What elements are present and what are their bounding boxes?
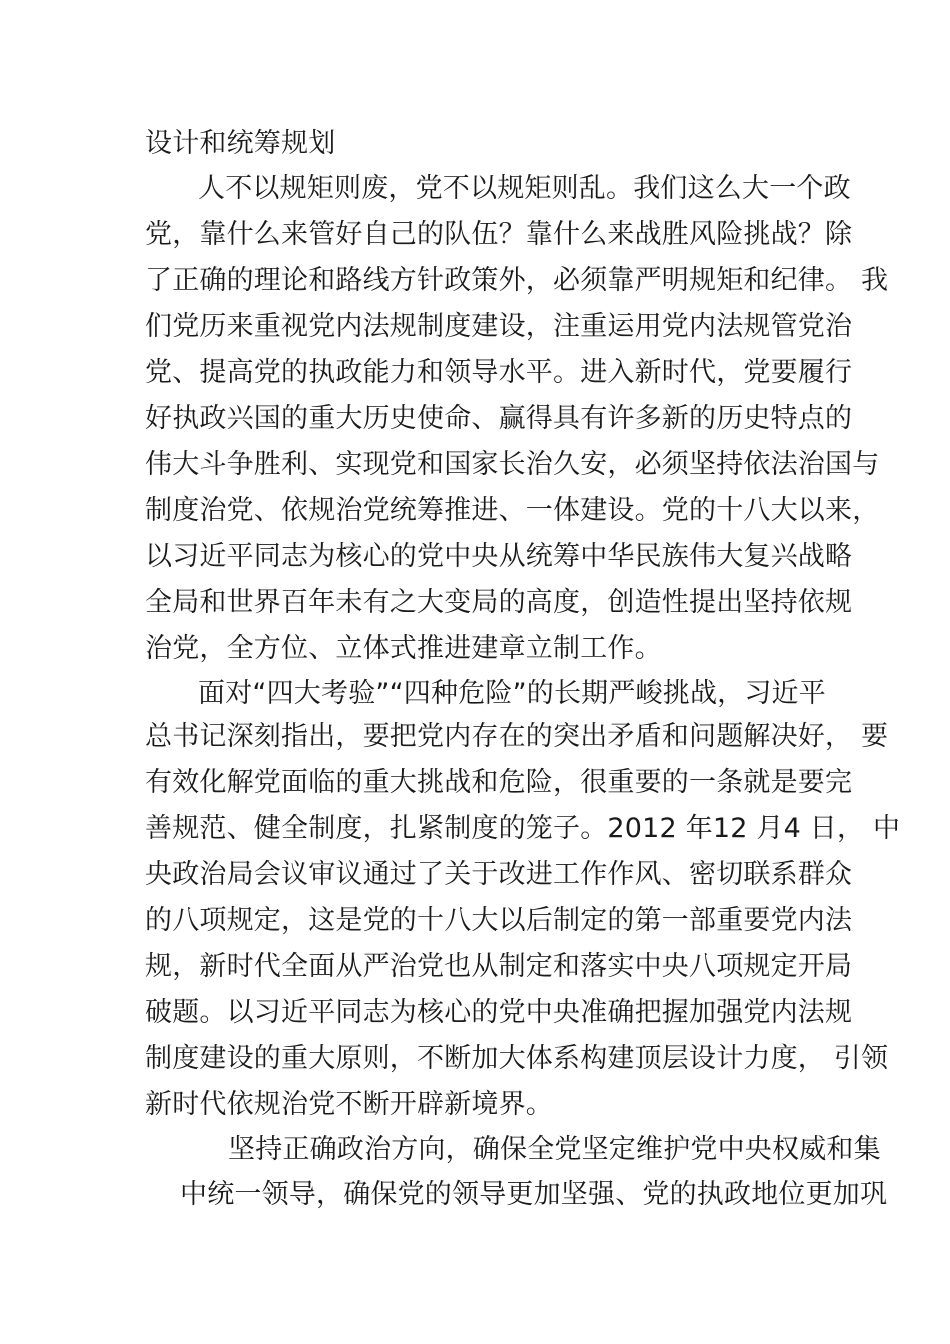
- text-line: 以习近平同志为核心的党中央从统筹中华民族伟大复兴战略: [145, 541, 853, 572]
- text-line: 面对“四大考验”“四种危险”的长期严峻挑战，习近平: [198, 678, 826, 709]
- text-line: 好执政兴国的重大历史使命、赢得具有许多新的历史特点的: [145, 403, 853, 434]
- text-line: 党、提高党的执政能力和领导水平。进入新时代，党要履行: [145, 357, 853, 388]
- text-line: 党，靠什么来管好自己的队伍？靠什么来战胜风险挑战？除: [145, 219, 853, 250]
- text-line: 央政治局会议审议通过了关于改进工作作风、密切联系群众: [145, 859, 853, 890]
- text-line: 善规范、健全制度，扎紧制度的笼子。2012 年12 月4 日， 中: [145, 813, 901, 844]
- text-line: 规，新时代全面从严治党也从制定和落实中央八项规定开局: [145, 951, 853, 982]
- text-line: 制度建设的重大原则，不断加大体系构建顶层设计力度， 引领: [145, 1043, 889, 1074]
- text-line: 总书记深刻指出，要把党内存在的突出矛盾和问题解决好， 要: [145, 721, 889, 752]
- text-line: 伟大斗争胜利、实现党和国家长治久安，必须坚持依法治国与: [145, 449, 880, 480]
- text-line: 坚持正确政治方向，确保全党坚定维护党中央权威和集: [228, 1134, 881, 1165]
- text-line: 新时代依规治党不断开辟新境界。: [145, 1089, 553, 1120]
- text-line: 的八项规定，这是党的十八大以后制定的第一部重要党内法: [145, 905, 853, 936]
- text-line: 们党历来重视党内法规制度建设，注重运用党内法规管党治: [145, 311, 853, 342]
- text-line: 有效化解党面临的重大挑战和危险，很重要的一条就是要完: [145, 767, 853, 798]
- text-line: 治党，全方位、立体式推进建章立制工作。: [145, 633, 662, 664]
- text-line: 设计和统筹规划: [145, 128, 336, 159]
- text-line: 制度治党、依规治党统筹推进、一体建设。党的十八大以来，: [145, 495, 880, 526]
- text-line: 人不以规矩则废，党不以规矩则乱。我们这么大一个政: [198, 173, 851, 204]
- text-line: 破题。以习近平同志为核心的党中央准确把握加强党内法规: [145, 997, 853, 1028]
- text-line: 了正确的理论和路线方针政策外，必须靠严明规矩和纪律。 我: [145, 265, 889, 296]
- text-line: 中统一领导，确保党的领导更加坚强、党的执政地位更加巩: [180, 1179, 888, 1210]
- text-line: 全局和世界百年未有之大变局的高度，创造性提出坚持依规: [145, 587, 853, 618]
